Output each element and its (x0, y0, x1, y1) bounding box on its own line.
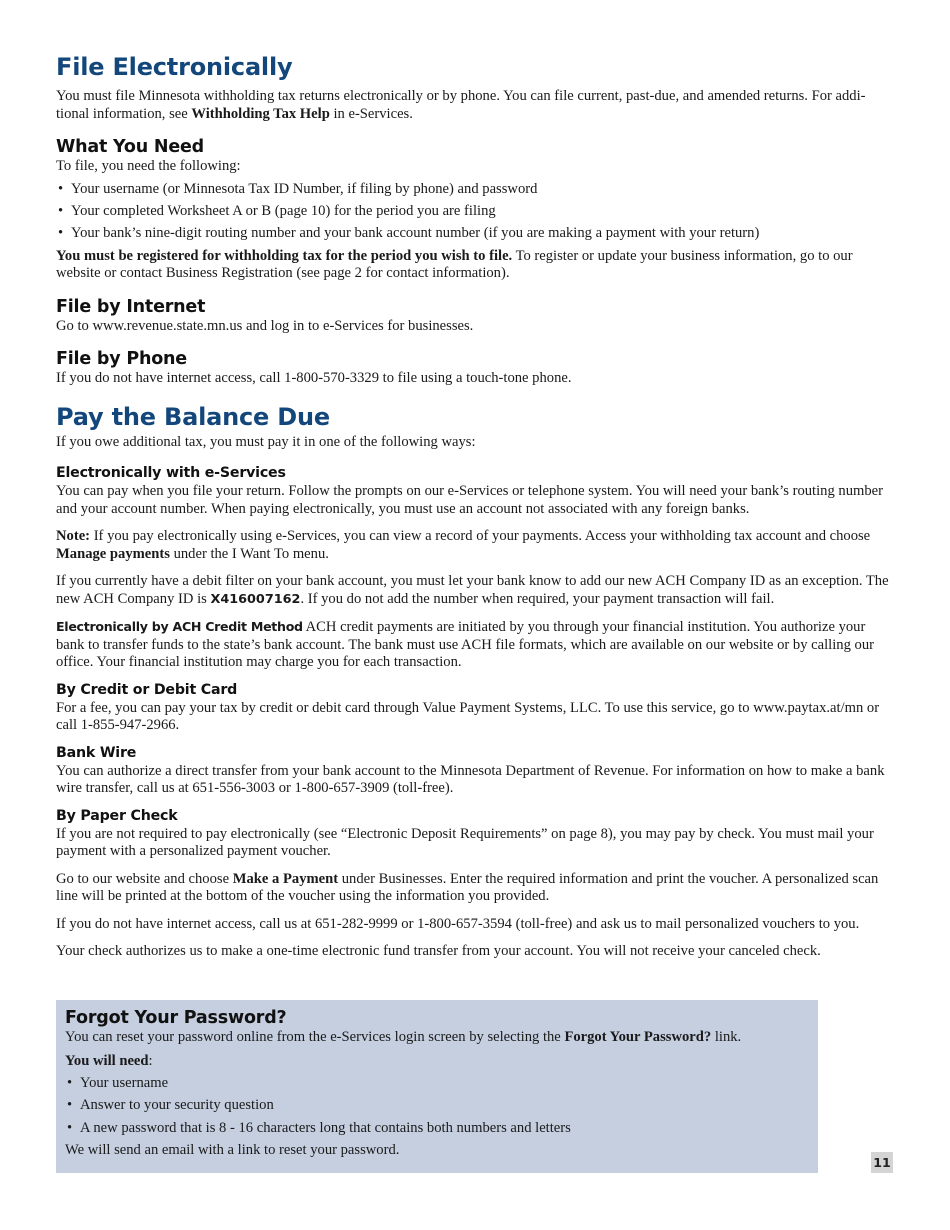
forgot-password-box (56, 1000, 818, 1173)
registration-note-bold: You must be registered for withholding tax for the period you wish to file. (56, 247, 513, 264)
bank-wire-heading: Bank Wire (56, 744, 137, 761)
file-electronically-heading: File Electronically (56, 53, 293, 81)
list-item: • A new password that is 8 - 16 characters long that contains both numbers and letters (65, 1120, 809, 1138)
file-by-internet-heading: File by Internet (56, 296, 206, 317)
note-label: Note: (56, 528, 91, 545)
paper-check-text-2a: Go to our website and choose (56, 870, 233, 887)
registration-note-text: To register or update your business information, go to our website or contact Business Registration (see page 2 for contact information). (56, 247, 853, 282)
paper-check-text-4: Your check authorizes us to make a one-time electronic fund transfer from your account. You will not receive your canceled check. (56, 943, 821, 960)
file-electronically-intro (56, 88, 896, 123)
pay-balance-lead: If you owe additional tax, you must pay it in one of the following ways: (56, 433, 476, 450)
credit-card-heading: By Credit or Debit Card (56, 681, 238, 698)
forgot-password-text-2: link. (711, 1029, 742, 1045)
registration-note (56, 248, 896, 283)
what-you-need-lead: To file, you need the following: (56, 158, 241, 174)
eservices-heading: Electronically with e-Services (56, 465, 286, 482)
pay-balance-heading: Pay the Balance Due (56, 402, 330, 431)
bank-wire-text: You can authorize a direct transfer from your bank account to the Minnesota Department of Revenue. For information on how to make a bank wire transfer, call us at 651-556-3003 or 1-800-657-3909 (toll-free). (56, 762, 885, 797)
list-item: • Your username (or Minnesota Tax ID Number, if filing by phone) and password (56, 181, 896, 199)
list-item: • Your completed Worksheet A or B (page 10) for the period you are filing (56, 203, 896, 221)
debit-text-1: If you currently have a debit filter on your bank account, you must let your bank know to add our new ACH Company ID as an exception. The new ACH Company ID is (56, 573, 889, 607)
forgot-password-heading: Forgot Your Password? (65, 1008, 287, 1028)
file-by-phone-heading: File by Phone (56, 349, 187, 370)
debit-filter-text (56, 573, 896, 608)
ach-credit-heading: Electronically by ACH Credit Method (56, 619, 303, 635)
page-number: 11 (871, 1152, 893, 1173)
manage-payments-ref: Manage payments (56, 545, 170, 562)
credit-card-text: For a fee, you can pay your tax by credit or debit card through Value Payment Systems, LLC. To use this service, go to www.paytax.at/mn or call 1-855-947-2966. (56, 699, 880, 734)
file-by-phone-text: If you do not have internet access, call 1-800-570-3329 to file using a touch-tone phone. (56, 370, 572, 387)
make-a-payment-ref: Make a Payment (232, 870, 339, 887)
what-you-need-list (56, 181, 896, 243)
ach-company-id: X416007162 (210, 591, 301, 607)
list-item: • Your bank’s nine-digit routing number and your bank account number (if you are making a payment with your return) (56, 225, 896, 243)
you-will-need-colon: : (148, 1052, 153, 1069)
you-will-need-label: You will need (65, 1052, 149, 1069)
eservices-note (56, 528, 896, 563)
list-item: • Your username (65, 1075, 809, 1093)
paper-check-text-1: If you are not required to pay electronically (see “Electronic Deposit Requirements” on page 8), you may pay by check. You must mail your payment with a personalized payment voucher. (56, 825, 874, 860)
forgot-password-text (65, 1029, 809, 1047)
ach-credit-paragraph (56, 618, 896, 672)
withholding-tax-help-ref: Withholding Tax Help (191, 105, 330, 122)
file-by-internet-text: Go to www.revenue.state.mn.us and log in to e-Services for businesses. (56, 317, 474, 334)
eservices-text: You can pay when you file your return. Follow the prompts on our e-Services or telephone system. You will need your bank’s routing number and your account number. When paying electronically, you must use an account not associated with any foreign banks. (56, 483, 883, 517)
intro-text-1: You must file Minnesota withholding tax returns electronically or by phone. You can file current, past-due, and amended returns. For addi-tional information, see (56, 88, 866, 122)
list-item: • Answer to your security question (65, 1097, 809, 1115)
note-text-2: under the I Want To menu. (169, 545, 329, 562)
paper-check-text-3: If you do not have internet access, call us at 651-282-9999 or 1-800-657-3594 (toll-free) and ask us to mail personalized vouchers to you. (56, 915, 860, 932)
you-will-need (65, 1053, 809, 1071)
ach-credit-text: ACH credit payments are initiated by you through your financial institution. You authorize your bank to transfer funds to the state’s bank account. The bank must use ACH file formats, which are available on our website or by calling our office. Your financial institution may charge you for each transaction. (56, 619, 874, 671)
forgot-password-closing: We will send an email with a link to reset your password. (65, 1142, 400, 1159)
forgot-password-text-1: You can reset your password online from the e-Services login screen by selecting the (65, 1029, 565, 1045)
what-you-need-heading: What You Need (56, 137, 204, 157)
forgot-password-link-ref: Forgot Your Password? (564, 1029, 712, 1045)
note-text-1: If you pay electronically using e-Services, you can view a record of your payments. Access your withholding tax account and choose (90, 528, 871, 545)
paper-check-heading: By Paper Check (56, 807, 178, 824)
paper-check-text-2 (56, 871, 896, 906)
page-content (56, 52, 896, 961)
intro-text-2: in e-Services. (329, 105, 413, 122)
debit-text-2: . If you do not add the number when required, your payment transaction will fail. (300, 590, 775, 607)
paper-check-text-2b: under Businesses. Enter the required information and print the voucher. A personalized scan line will be printed at the bottom of the voucher using the information you provided. (56, 870, 879, 905)
forgot-password-list (65, 1075, 809, 1137)
